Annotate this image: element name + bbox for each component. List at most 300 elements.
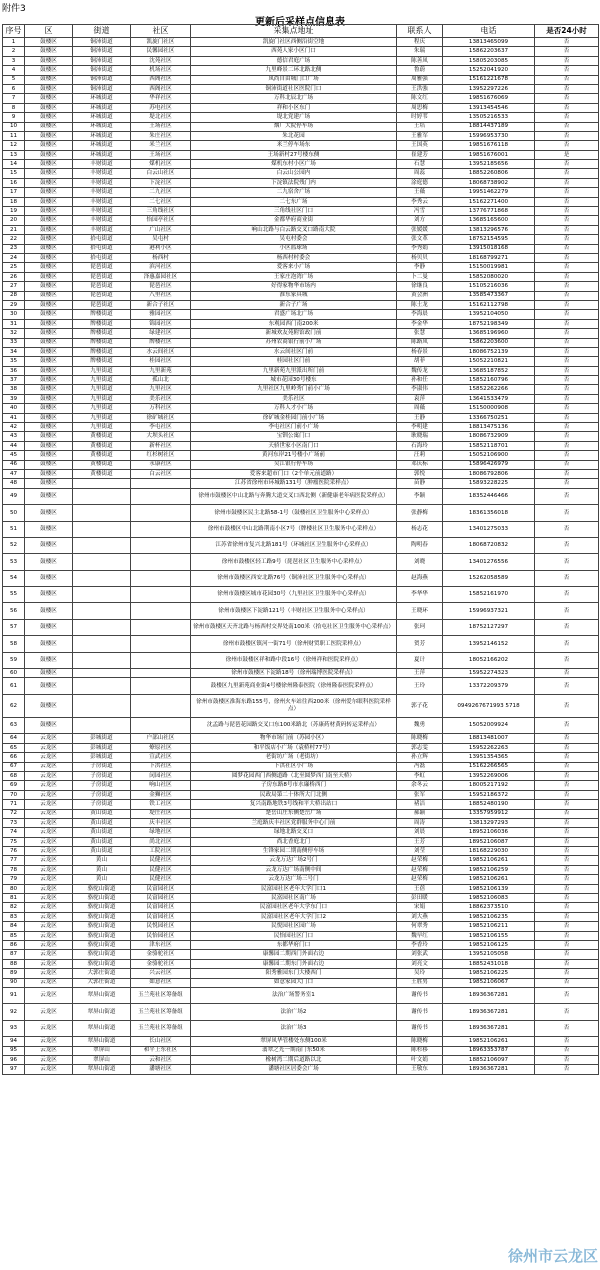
row-district: 鼓楼区 bbox=[25, 150, 73, 159]
row-address: 万科人才小广场 bbox=[191, 404, 397, 413]
row-community bbox=[131, 636, 191, 652]
table-row bbox=[3, 329, 599, 338]
row-24h: 否 bbox=[535, 1020, 599, 1036]
table-row bbox=[3, 669, 599, 678]
row-phone: 19852106211 bbox=[443, 922, 535, 931]
row-street bbox=[73, 652, 131, 668]
row-contact: 魏早红 bbox=[397, 931, 443, 940]
row-street: 黄山 bbox=[73, 875, 131, 884]
row-24h: 否 bbox=[535, 809, 599, 818]
row-24h: 否 bbox=[535, 47, 599, 56]
row-district: 鼓楼区 bbox=[25, 603, 73, 619]
row-contact: 周涛 bbox=[397, 818, 443, 827]
row-phone: 19852106125 bbox=[443, 941, 535, 950]
row-24h: 否 bbox=[535, 636, 599, 652]
row-district: 鼓楼区 bbox=[25, 423, 73, 432]
table-row bbox=[3, 912, 599, 921]
row-phone: 13357959912 bbox=[443, 809, 535, 818]
table-row bbox=[3, 488, 599, 504]
row-community: 万科社区 bbox=[131, 404, 191, 413]
row-community: 绿建社区 bbox=[131, 329, 191, 338]
row-24h: 否 bbox=[535, 329, 599, 338]
row-index: 32 bbox=[3, 329, 25, 338]
row-address: 民怡园社区门口 bbox=[191, 931, 397, 940]
table-title: 更新后采样点信息表 bbox=[255, 17, 345, 28]
row-index: 14 bbox=[3, 160, 25, 169]
row-24h: 否 bbox=[535, 178, 599, 187]
row-index: 50 bbox=[3, 505, 25, 521]
row-community: 凯旋门社区 bbox=[131, 38, 191, 47]
row-address: 云龙万达广场2号门 bbox=[191, 856, 397, 865]
row-contact: 李秀娟 bbox=[397, 244, 443, 253]
row-index: 21 bbox=[3, 225, 25, 234]
row-street: 黄楼街道 bbox=[73, 469, 131, 478]
row-contact: 胡菲 bbox=[397, 357, 443, 366]
row-24h: 否 bbox=[535, 743, 599, 752]
row-phone: 15852080020 bbox=[443, 272, 535, 281]
row-district: 云龙区 bbox=[25, 978, 73, 987]
row-district: 鼓楼区 bbox=[25, 207, 73, 216]
row-street: 环城街道 bbox=[73, 122, 131, 131]
row-phone: 18813481007 bbox=[443, 734, 535, 743]
row-district: 鼓楼区 bbox=[25, 488, 73, 504]
row-index: 77 bbox=[3, 856, 25, 865]
table-row bbox=[3, 762, 599, 771]
row-address: 云龙万达广场南侧中间 bbox=[191, 865, 397, 874]
table-row bbox=[3, 521, 599, 537]
row-district: 鼓楼区 bbox=[25, 570, 73, 586]
row-24h: 否 bbox=[535, 1065, 599, 1074]
table-row bbox=[3, 94, 599, 103]
row-community: 民健社区 bbox=[131, 865, 191, 874]
row-24h: 否 bbox=[535, 894, 599, 903]
header-address: 采集点地址 bbox=[191, 25, 397, 38]
row-street: 翠屏山街道 bbox=[73, 1037, 131, 1046]
row-phone: 13913454546 bbox=[443, 103, 535, 112]
row-street: 牌楼街道 bbox=[73, 319, 131, 328]
row-contact: 李华华 bbox=[397, 587, 443, 603]
row-phone: 15952274323 bbox=[443, 669, 535, 678]
row-index: 2 bbox=[3, 47, 25, 56]
row-contact: 杨春景 bbox=[397, 347, 443, 356]
row-street: 拾屯街道 bbox=[73, 253, 131, 262]
row-index: 37 bbox=[3, 376, 25, 385]
row-contact: 陈杉移 bbox=[397, 1046, 443, 1055]
row-address: 徐州市鼓楼区中山北路与奔腾大道交叉口西北侧（新健康老年病医院采样点） bbox=[191, 488, 397, 504]
row-community: 永康社区 bbox=[131, 460, 191, 469]
row-district: 云龙区 bbox=[25, 809, 73, 818]
row-address: 尚北香庭北门 bbox=[191, 837, 397, 846]
table-row bbox=[3, 197, 599, 206]
row-community: 八里社区 bbox=[131, 291, 191, 300]
row-district: 云龙区 bbox=[25, 743, 73, 752]
row-street bbox=[73, 554, 131, 570]
table-row bbox=[3, 743, 599, 752]
row-contact: 郭子花 bbox=[397, 694, 443, 717]
row-street bbox=[73, 636, 131, 652]
row-phone: 18068738902 bbox=[443, 178, 535, 187]
row-community: 煤机社区 bbox=[131, 160, 191, 169]
row-community: 九里新苑 bbox=[131, 366, 191, 375]
row-index: 52 bbox=[3, 537, 25, 553]
table-row bbox=[3, 188, 599, 197]
row-contact: 杨志花 bbox=[397, 521, 443, 537]
table-row bbox=[3, 56, 599, 65]
row-phone: 13813296576 bbox=[443, 225, 535, 234]
table-row bbox=[3, 734, 599, 743]
row-district: 鼓楼区 bbox=[25, 385, 73, 394]
row-street: 拾屯街道 bbox=[73, 244, 131, 253]
row-contact: 李秀云 bbox=[397, 197, 443, 206]
row-24h: 否 bbox=[535, 652, 599, 668]
row-contact: 郭悦 bbox=[397, 469, 443, 478]
row-district: 鼓楼区 bbox=[25, 66, 73, 75]
row-index: 1 bbox=[3, 38, 25, 47]
row-community: 民健社区 bbox=[131, 856, 191, 865]
table-row bbox=[3, 282, 599, 291]
row-street: 铜沛街道 bbox=[73, 56, 131, 65]
table-row bbox=[3, 253, 599, 262]
row-street: 牌楼街道 bbox=[73, 329, 131, 338]
row-index: 69 bbox=[3, 781, 25, 790]
row-community: 长山社区 bbox=[131, 1037, 191, 1046]
row-street bbox=[73, 669, 131, 678]
row-street: 环城街道 bbox=[73, 141, 131, 150]
row-community bbox=[131, 678, 191, 694]
row-community: 民悦园社区 bbox=[131, 922, 191, 931]
row-street: 大郭庄街道 bbox=[73, 978, 131, 987]
row-index: 82 bbox=[3, 903, 25, 912]
row-contact: 谢传书 bbox=[397, 1020, 443, 1036]
row-address: 康馨园二期西门外面右边 bbox=[191, 950, 397, 959]
row-phone: 19852106139 bbox=[443, 884, 535, 893]
row-address: 城市花园30号楼东 bbox=[191, 376, 397, 385]
row-contact: 李淑伟 bbox=[397, 385, 443, 394]
row-address: 君盛广场北广场 bbox=[191, 310, 397, 319]
row-district: 鼓楼区 bbox=[25, 169, 73, 178]
row-community: 滨河社区 bbox=[131, 263, 191, 272]
row-address: 下淀镇法院残门内 bbox=[191, 178, 397, 187]
row-community: 宣武社区 bbox=[131, 753, 191, 762]
row-community: 孤山北 bbox=[131, 376, 191, 385]
row-street: 黄山街道 bbox=[73, 847, 131, 856]
row-24h: 否 bbox=[535, 884, 599, 893]
row-street: 环城街道 bbox=[73, 113, 131, 122]
row-street: 骆驼山街道 bbox=[73, 959, 131, 968]
row-phone: 13813297293 bbox=[443, 818, 535, 827]
row-phone: 18936367281 bbox=[443, 1004, 535, 1020]
row-street: 铜沛街道 bbox=[73, 84, 131, 93]
row-index: 49 bbox=[3, 488, 25, 504]
row-community bbox=[131, 554, 191, 570]
table-row bbox=[3, 38, 599, 47]
table-row bbox=[3, 75, 599, 84]
row-community bbox=[131, 603, 191, 619]
row-phone: 15150000908 bbox=[443, 404, 535, 413]
row-phone: 18852431018 bbox=[443, 959, 535, 968]
row-address: 白云山公园内 bbox=[191, 169, 397, 178]
row-contact: 刘亮文 bbox=[397, 959, 443, 968]
row-community bbox=[131, 587, 191, 603]
row-street bbox=[73, 619, 131, 635]
row-index: 11 bbox=[3, 131, 25, 140]
row-index: 74 bbox=[3, 828, 25, 837]
row-street: 骆驼山街道 bbox=[73, 884, 131, 893]
row-index: 83 bbox=[3, 912, 25, 921]
table-row bbox=[3, 771, 599, 780]
table-row bbox=[3, 376, 599, 385]
row-district: 鼓楼区 bbox=[25, 47, 73, 56]
row-address: 物华市场门前（苏园小区） bbox=[191, 734, 397, 743]
row-24h: 否 bbox=[535, 366, 599, 375]
row-contact: 郭志雯 bbox=[397, 743, 443, 752]
watermark-logo: 徐州市云龙区 bbox=[507, 1247, 598, 1265]
row-contact: 赵荣梅 bbox=[397, 875, 443, 884]
row-address: 二九宿舍广场 bbox=[191, 188, 397, 197]
row-contact: 徐继良 bbox=[397, 282, 443, 291]
row-24h: 否 bbox=[535, 56, 599, 65]
row-phone: 19852106083 bbox=[443, 894, 535, 903]
row-contact: 刘大燕 bbox=[397, 912, 443, 921]
row-phone: 13776771868 bbox=[443, 207, 535, 216]
row-index: 23 bbox=[3, 244, 25, 253]
row-index: 89 bbox=[3, 969, 25, 978]
row-index: 40 bbox=[3, 404, 25, 413]
row-community: 金骆驼社区 bbox=[131, 950, 191, 959]
table-row bbox=[3, 113, 599, 122]
row-24h: 否 bbox=[535, 451, 599, 460]
row-address: 新城欢友苑附馆政门前 bbox=[191, 329, 397, 338]
row-community: 闵园社区 bbox=[131, 771, 191, 780]
sampling-points-table bbox=[2, 24, 599, 1075]
row-contact: 陶明春 bbox=[397, 537, 443, 553]
row-address: 江苏省徐州市复兴北路181号（环城社区卫生服务中心采样点） bbox=[191, 537, 397, 553]
row-community: 红杉树社区 bbox=[131, 451, 191, 460]
table-row bbox=[3, 678, 599, 694]
row-index: 12 bbox=[3, 141, 25, 150]
row-district: 云龙区 bbox=[25, 931, 73, 940]
row-district: 云龙区 bbox=[25, 781, 73, 790]
table-row bbox=[3, 1065, 599, 1074]
row-index: 95 bbox=[3, 1046, 25, 1055]
table-row bbox=[3, 319, 599, 328]
table-row bbox=[3, 441, 599, 450]
row-contact: 刘方 bbox=[397, 216, 443, 225]
row-24h: 否 bbox=[535, 521, 599, 537]
row-street: 黄山街道 bbox=[73, 818, 131, 827]
row-community: 港利小区 bbox=[131, 244, 191, 253]
row-street: 丰财街道 bbox=[73, 178, 131, 187]
row-24h: 否 bbox=[535, 987, 599, 1003]
row-index: 10 bbox=[3, 122, 25, 131]
row-index: 71 bbox=[3, 800, 25, 809]
row-24h: 否 bbox=[535, 790, 599, 799]
row-contact: 周雅强 bbox=[397, 75, 443, 84]
row-index: 56 bbox=[3, 603, 25, 619]
row-phone: 13366750251 bbox=[443, 413, 535, 422]
row-contact: 袁萍 bbox=[397, 394, 443, 403]
row-district: 鼓楼区 bbox=[25, 394, 73, 403]
row-contact: 叶文娟 bbox=[397, 1055, 443, 1064]
row-district: 鼓楼区 bbox=[25, 554, 73, 570]
row-contact: 李海晨 bbox=[397, 310, 443, 319]
row-district: 鼓楼区 bbox=[25, 197, 73, 206]
row-address: 德信君庭广场 bbox=[191, 56, 397, 65]
row-24h: 否 bbox=[535, 244, 599, 253]
row-index: 31 bbox=[3, 319, 25, 328]
row-address: 生锋家园二期南侧停车场 bbox=[191, 847, 397, 856]
row-community: 杨西村 bbox=[131, 253, 191, 262]
row-24h: 否 bbox=[535, 781, 599, 790]
table-header-row bbox=[3, 25, 599, 38]
row-24h: 否 bbox=[535, 800, 599, 809]
table-row bbox=[3, 178, 599, 187]
row-address: 法治广场2 bbox=[191, 1004, 397, 1020]
row-24h: 否 bbox=[535, 978, 599, 987]
row-community: 云和社区 bbox=[131, 1055, 191, 1064]
table-row bbox=[3, 652, 599, 668]
row-community: 二七社区 bbox=[131, 197, 191, 206]
row-community: 民富园社区 bbox=[131, 894, 191, 903]
row-street: 子房街道 bbox=[73, 800, 131, 809]
row-street: 骆驼山街道 bbox=[73, 941, 131, 950]
row-phone: 0949267671993 5718 bbox=[443, 694, 535, 717]
row-community: 雅园社区 bbox=[131, 310, 191, 319]
table-row bbox=[3, 272, 599, 281]
row-district: 鼓楼区 bbox=[25, 432, 73, 441]
row-community: 玉兰苑社区筹备组 bbox=[131, 1020, 191, 1036]
row-24h: 否 bbox=[535, 75, 599, 84]
row-contact: 陈士龙 bbox=[397, 300, 443, 309]
row-phone: 18814437189 bbox=[443, 122, 535, 131]
row-street: 九里街道 bbox=[73, 376, 131, 385]
row-index: 25 bbox=[3, 263, 25, 272]
row-24h: 否 bbox=[535, 207, 599, 216]
row-district: 鼓楼区 bbox=[25, 291, 73, 300]
row-street: 子房街道 bbox=[73, 762, 131, 771]
row-24h: 否 bbox=[535, 469, 599, 478]
row-24h: 否 bbox=[535, 865, 599, 874]
row-address: 堤北党建广场 bbox=[191, 113, 397, 122]
row-address: 凤尚自由城门口广场 bbox=[191, 75, 397, 84]
row-phone: 18068720832 bbox=[443, 537, 535, 553]
row-address: 徐州市鼓楼区西安北路76号（铜沛社区卫生服务中心采样点） bbox=[191, 570, 397, 586]
row-district: 鼓楼区 bbox=[25, 38, 73, 47]
row-community: 如意社区 bbox=[131, 978, 191, 987]
sampling-table-container bbox=[2, 24, 598, 1075]
table-row bbox=[3, 753, 599, 762]
row-contact: 杨贝贝 bbox=[397, 253, 443, 262]
row-24h: 否 bbox=[535, 376, 599, 385]
row-community bbox=[131, 619, 191, 635]
row-address: 二七东广场 bbox=[191, 197, 397, 206]
row-contact: 余冬云 bbox=[397, 781, 443, 790]
table-row bbox=[3, 451, 599, 460]
row-24h: 否 bbox=[535, 479, 599, 488]
row-address: 王场新村27号楼东侧 bbox=[191, 150, 397, 159]
row-street: 丰财街道 bbox=[73, 216, 131, 225]
table-row bbox=[3, 800, 599, 809]
table-row bbox=[3, 587, 599, 603]
row-24h: 否 bbox=[535, 753, 599, 762]
row-community: 牌楼社区 bbox=[131, 338, 191, 347]
row-street: 环城街道 bbox=[73, 103, 131, 112]
row-address: 徐州市鼓楼区中山北路荆南小区7号（牌楼社区卫生服务中心采样点） bbox=[191, 521, 397, 537]
row-district: 鼓楼区 bbox=[25, 376, 73, 385]
row-district: 鼓楼区 bbox=[25, 652, 73, 668]
row-phone: 15893228225 bbox=[443, 479, 535, 488]
row-address: 徐州市鼓楼区下淀路18号（徐州瑞博医院采样点） bbox=[191, 669, 397, 678]
row-street: 黄楼街道 bbox=[73, 460, 131, 469]
row-address: 法治广场3 bbox=[191, 1020, 397, 1036]
table-row bbox=[3, 310, 599, 319]
row-address: 万科北辰北广场 bbox=[191, 94, 397, 103]
row-phone: 15162271400 bbox=[443, 197, 535, 206]
row-phone: 13952185656 bbox=[443, 160, 535, 169]
table-row bbox=[3, 941, 599, 950]
row-phone: 15852262266 bbox=[443, 385, 535, 394]
row-address: 云龙万达广场三号门 bbox=[191, 875, 397, 884]
row-contact: 张军 bbox=[397, 790, 443, 799]
row-district: 鼓楼区 bbox=[25, 678, 73, 694]
row-address: 翠屏凤华管楼处东侧100米 bbox=[191, 1037, 397, 1046]
table-row bbox=[3, 847, 599, 856]
row-index: 51 bbox=[3, 521, 25, 537]
row-contact: 刘张武 bbox=[397, 950, 443, 959]
table-body bbox=[3, 38, 599, 1075]
row-district: 鼓楼区 bbox=[25, 84, 73, 93]
row-24h: 否 bbox=[535, 94, 599, 103]
row-phone: 18086792806 bbox=[443, 469, 535, 478]
row-index: 61 bbox=[3, 678, 25, 694]
table-row bbox=[3, 338, 599, 347]
row-phone: 15996953730 bbox=[443, 131, 535, 140]
row-phone: 19852106261 bbox=[443, 1037, 535, 1046]
row-community: 津东社区 bbox=[131, 941, 191, 950]
row-24h: 否 bbox=[535, 922, 599, 931]
row-address: 吴江银行停车场 bbox=[191, 460, 397, 469]
row-phone: 13952269006 bbox=[443, 771, 535, 780]
row-index: 18 bbox=[3, 197, 25, 206]
row-district: 云龙区 bbox=[25, 818, 73, 827]
row-district: 鼓楼区 bbox=[25, 505, 73, 521]
row-phone: 15862203600 bbox=[443, 338, 535, 347]
row-address: 法治广场警务室1 bbox=[191, 987, 397, 1003]
table-row bbox=[3, 103, 599, 112]
row-24h: 否 bbox=[535, 103, 599, 112]
row-phone: 15862203637 bbox=[443, 47, 535, 56]
row-phone: 13401276556 bbox=[443, 554, 535, 570]
row-phone: 13685187852 bbox=[443, 366, 535, 375]
row-24h: 否 bbox=[535, 122, 599, 131]
table-row bbox=[3, 1037, 599, 1046]
row-24h: 否 bbox=[535, 1004, 599, 1020]
row-community: 潘塘社区 bbox=[131, 1065, 191, 1074]
row-street: 丰财街道 bbox=[73, 197, 131, 206]
row-24h: 否 bbox=[535, 300, 599, 309]
row-index: 79 bbox=[3, 875, 25, 884]
row-contact: 王薇 bbox=[397, 188, 443, 197]
row-district: 鼓楼区 bbox=[25, 636, 73, 652]
header-contact: 联系人 bbox=[397, 25, 443, 38]
row-contact: 张静梅 bbox=[397, 505, 443, 521]
row-24h: 否 bbox=[535, 319, 599, 328]
row-district: 鼓楼区 bbox=[25, 272, 73, 281]
row-24h: 否 bbox=[535, 847, 599, 856]
row-community: 金骆驼社区 bbox=[131, 959, 191, 968]
row-index: 45 bbox=[3, 451, 25, 460]
row-24h: 否 bbox=[535, 678, 599, 694]
